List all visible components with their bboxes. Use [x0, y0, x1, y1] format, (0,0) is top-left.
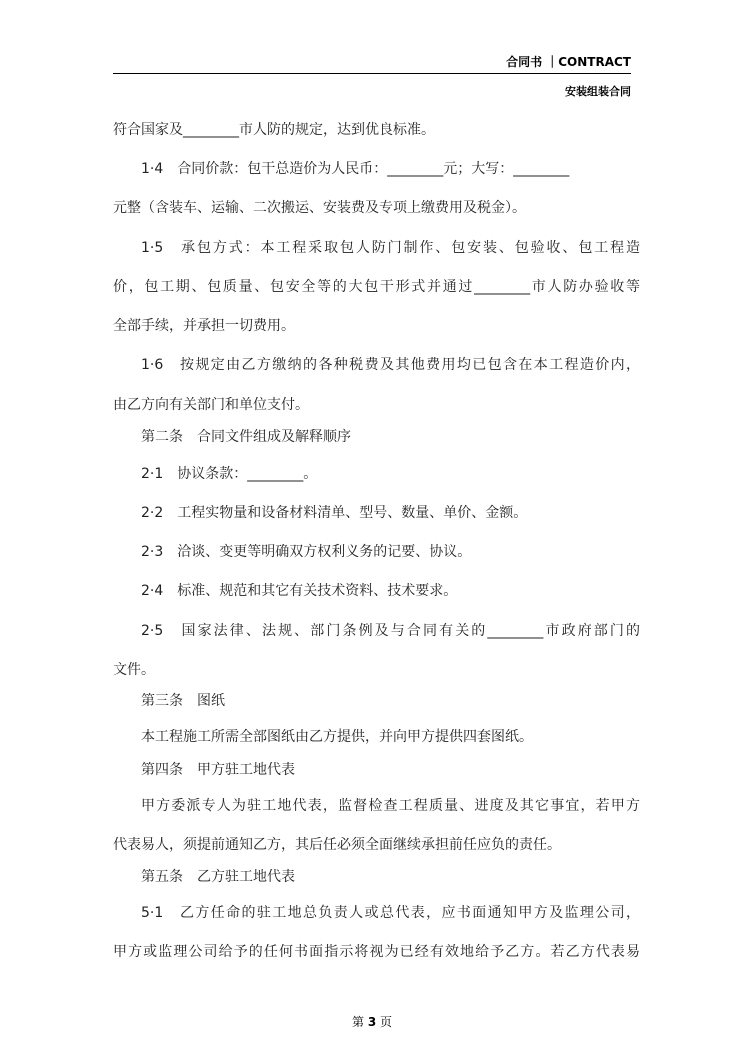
- body-line: 元整（含装车、运输、二次搬运、安装费及专项上缴费用及税金）。: [113, 200, 526, 216]
- body-line: 本工程施工所需全部图纸由乙方提供，并向甲方提供四套图纸。: [141, 729, 533, 745]
- clause-2-1: 2·1 协议条款：________。: [141, 466, 318, 482]
- document-header-label: 合同书 ｜CONTRACT: [506, 55, 631, 69]
- header-divider: [113, 73, 631, 74]
- page-footer: [0, 1013, 744, 1030]
- clause-2-3: 2·3 洽谈、变更等明确双方权利义务的记要、协议。: [141, 544, 472, 560]
- body-line: 甲方委派专人为驻工地代表，监督检查工程质量、进度及其它事宜，若甲方: [141, 798, 640, 814]
- page-prefix: 第: [351, 1015, 364, 1029]
- page-number: 3: [367, 1015, 377, 1029]
- article-2-heading: 第二条 合同文件组成及解释顺序: [141, 429, 351, 445]
- page-suffix: 页: [380, 1015, 393, 1029]
- clause-2-5: 2·5 国家法律、法规、部门条例及与合同有关的________市政府部门的: [141, 623, 640, 639]
- body-line: 由乙方向有关部门和单位支付。: [113, 397, 309, 413]
- clause-1-6: 1·6 按规定由乙方缴纳的各种税费及其他费用均已包含在本工程造价内，: [141, 357, 640, 373]
- clause-2-4: 2·4 标准、规范和其它有关技术资料、技术要求。: [141, 583, 458, 599]
- article-4-heading: 第四条 甲方驻工地代表: [141, 762, 295, 778]
- clause-5-1: 5·1 乙方任命的驻工地总负责人或总代表，应书面通知甲方及监理公司，: [141, 905, 640, 921]
- body-line: 文件。: [113, 662, 155, 678]
- clause-2-2: 2·2 工程实物量和设备材料清单、型号、数量、单价、金额。: [141, 505, 528, 521]
- body-line: 价，包工期、包质量、包安全等的大包干形式并通过________市人防办验收等: [113, 279, 640, 295]
- clause-1-5: 1·5 承包方式：本工程采取包人防门制作、包安装、包验收、包工程造: [141, 240, 640, 256]
- clause-1-4: 1·4 合同价款：包干总造价为人民币：________元；大写：________: [141, 161, 570, 177]
- body-line: 代表易人，须提前通知乙方，其后任必须全面继续承担前任应负的责任。: [113, 837, 561, 853]
- article-5-heading: 第五条 乙方驻工地代表: [141, 869, 295, 885]
- body-line: 符合国家及________市人防的规定，达到优良标准。: [113, 122, 435, 138]
- article-3-heading: 第三条 图纸: [141, 693, 225, 709]
- document-subtitle: 安装组装合同: [565, 85, 631, 98]
- body-line: 全部手续，并承担一切费用。: [113, 318, 295, 334]
- body-line: 甲方或监理公司给予的任何书面指示将视为已经有效地给予乙方。若乙方代表易: [113, 944, 640, 960]
